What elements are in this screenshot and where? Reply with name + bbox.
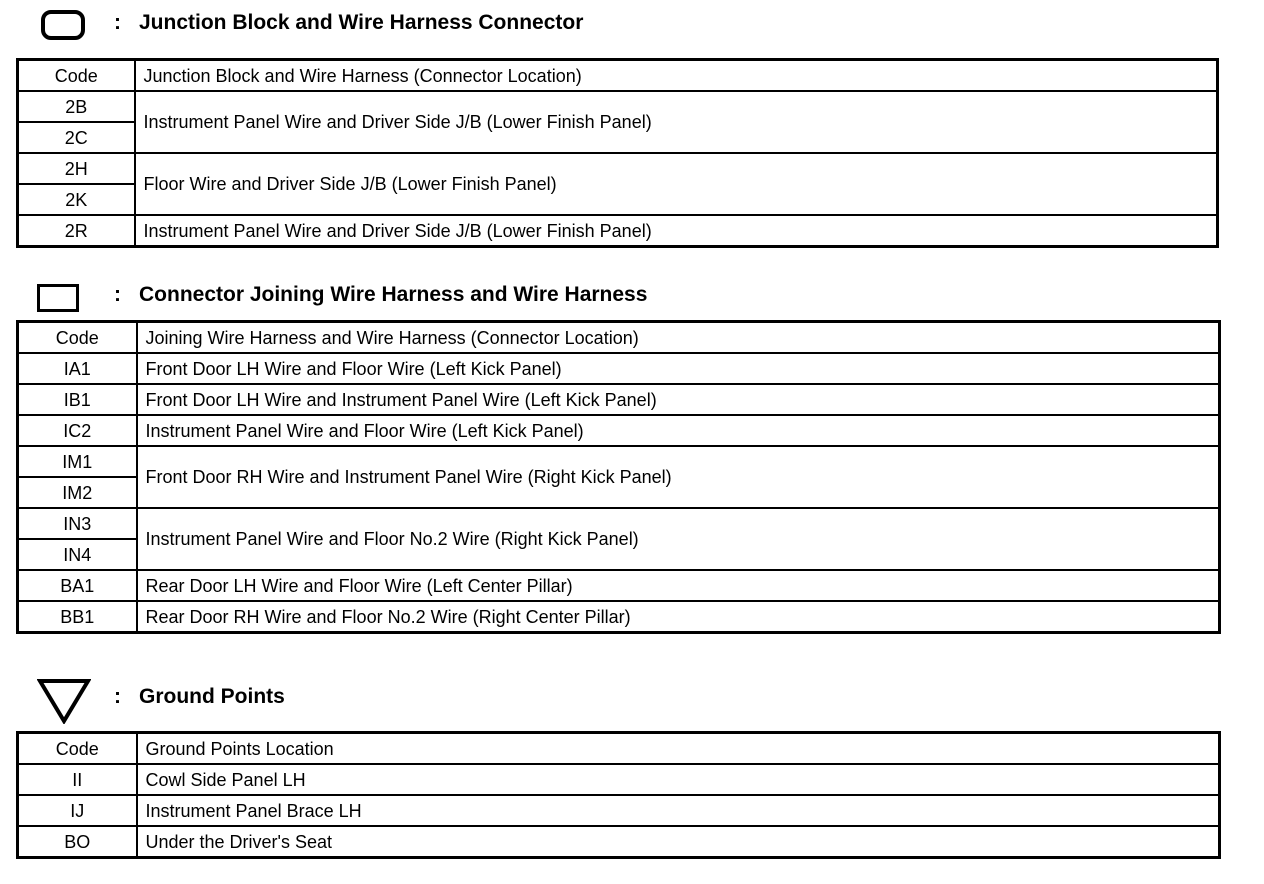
table-row [18, 795, 1220, 826]
location-cell: Under the Driver's Seat [137, 826, 1220, 858]
table-row [18, 91, 1218, 122]
location-cell: Rear Door LH Wire and Floor Wire (Left Center Pillar) [137, 570, 1220, 601]
section-title-junction-block: Junction Block and Wire Harness Connector [139, 11, 584, 34]
code-cell: 2C [18, 122, 135, 153]
section-colon: : [114, 11, 121, 34]
table-row [18, 446, 1220, 477]
column-header-location: Ground Points Location [137, 733, 1220, 765]
location-cell: Instrument Panel Wire and Driver Side J/B (Lower Finish Panel) [135, 215, 1218, 247]
section-title-connector-joining: Connector Joining Wire Harness and Wire Harness [139, 283, 648, 306]
table-row [18, 570, 1220, 601]
junction-block-table [16, 58, 1219, 248]
table-row [18, 153, 1218, 184]
location-cell: Front Door LH Wire and Instrument Panel Wire (Left Kick Panel) [137, 384, 1220, 415]
table-row [18, 764, 1220, 795]
table-row [18, 601, 1220, 633]
code-cell: 2K [18, 184, 135, 215]
code-cell: IN4 [18, 539, 137, 570]
table-row [18, 508, 1220, 539]
location-cell: Instrument Panel Wire and Driver Side J/B (Lower Finish Panel) [135, 91, 1218, 153]
code-cell: IM1 [18, 446, 137, 477]
code-cell: 2B [18, 91, 135, 122]
code-cell: IJ [18, 795, 137, 826]
code-cell: BA1 [18, 570, 137, 601]
code-cell: 2R [18, 215, 135, 247]
table-header-row [18, 60, 1218, 92]
location-cell: Floor Wire and Driver Side J/B (Lower Finish Panel) [135, 153, 1218, 215]
column-header-location: Joining Wire Harness and Wire Harness (Connector Location) [137, 322, 1220, 354]
code-cell: IN3 [18, 508, 137, 539]
table-header-row [18, 322, 1220, 354]
code-cell: IM2 [18, 477, 137, 508]
table-header-row [18, 733, 1220, 765]
location-cell: Instrument Panel Wire and Floor Wire (Left Kick Panel) [137, 415, 1220, 446]
rectangle-icon [37, 284, 79, 312]
location-cell: Front Door LH Wire and Floor Wire (Left Kick Panel) [137, 353, 1220, 384]
code-cell: 2H [18, 153, 135, 184]
column-header-location: Junction Block and Wire Harness (Connector Location) [135, 60, 1218, 92]
rounded-rectangle-icon [41, 10, 85, 40]
code-cell: BB1 [18, 601, 137, 633]
code-cell: BO [18, 826, 137, 858]
section-title-ground-points: Ground Points [139, 685, 285, 708]
table-row [18, 415, 1220, 446]
code-cell: IA1 [18, 353, 137, 384]
location-cell: Front Door RH Wire and Instrument Panel Wire (Right Kick Panel) [137, 446, 1220, 508]
table-row [18, 384, 1220, 415]
column-header-code: Code [18, 322, 137, 354]
location-cell: Rear Door RH Wire and Floor No.2 Wire (Right Center Pillar) [137, 601, 1220, 633]
connector-joining-table [16, 320, 1221, 634]
ground-points-table [16, 731, 1221, 859]
table-row [18, 353, 1220, 384]
location-cell: Cowl Side Panel LH [137, 764, 1220, 795]
section-colon: : [114, 685, 121, 708]
section-colon: : [114, 283, 121, 306]
code-cell: II [18, 764, 137, 795]
column-header-code: Code [18, 60, 135, 92]
column-header-code: Code [18, 733, 137, 765]
triangle-down-icon [37, 678, 91, 724]
code-cell: IC2 [18, 415, 137, 446]
code-cell: IB1 [18, 384, 137, 415]
table-row [18, 215, 1218, 247]
location-cell: Instrument Panel Brace LH [137, 795, 1220, 826]
location-cell: Instrument Panel Wire and Floor No.2 Wire (Right Kick Panel) [137, 508, 1220, 570]
table-row [18, 826, 1220, 858]
